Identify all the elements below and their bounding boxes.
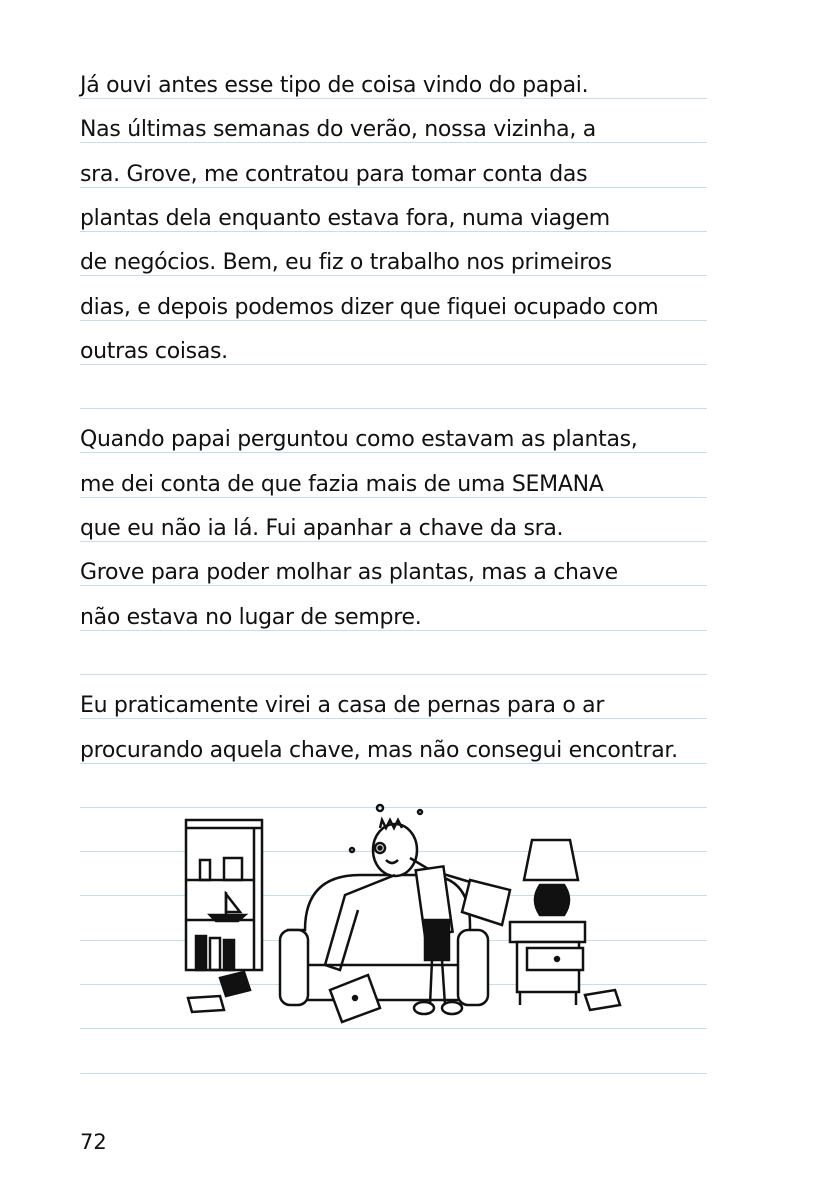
ruled-line <box>80 674 707 675</box>
text-line: dias, e depois podemos dizer que fiquei ocupado com <box>80 294 659 320</box>
text-line: outras coisas. <box>80 338 228 364</box>
text-line: Nas últimas semanas do verão, nossa vizinha, a <box>80 117 596 143</box>
text-line: sra. Grove, me contratou para tomar conta das <box>80 161 588 187</box>
couch <box>280 875 488 1022</box>
text-line: me dei conta de que fazia mais de uma SEMANA <box>80 471 604 497</box>
text-line: de negócios. Bem, eu fiz o trabalho nos primeiros <box>80 250 612 276</box>
page-number: 72 <box>80 1130 107 1154</box>
text-line: plantas dela enquanto estava fora, numa viagem <box>80 205 610 231</box>
text-line: Quando papai perguntou como estavam as plantas, <box>80 427 638 453</box>
ruled-line <box>80 408 707 409</box>
text-line: procurando aquela chave, mas não consegui encontrar. <box>80 737 678 763</box>
text-line: não estava no lugar de sempre. <box>80 604 422 630</box>
text-line: que eu não ia lá. Fui apanhar a chave da sra. <box>80 516 564 541</box>
illustration-kid-searching-living-room <box>180 800 640 1030</box>
bookshelf <box>186 820 262 1012</box>
text-line: Já ouvi antes esse tipo de coisa vindo do papai. <box>80 73 589 98</box>
text-line: Grove para poder molhar as plantas, mas a chave <box>80 560 618 586</box>
ruled-line <box>80 1073 707 1074</box>
text-line: Eu praticamente virei a casa de pernas para o ar <box>80 693 605 719</box>
lamp-and-nightstand <box>510 840 620 1010</box>
